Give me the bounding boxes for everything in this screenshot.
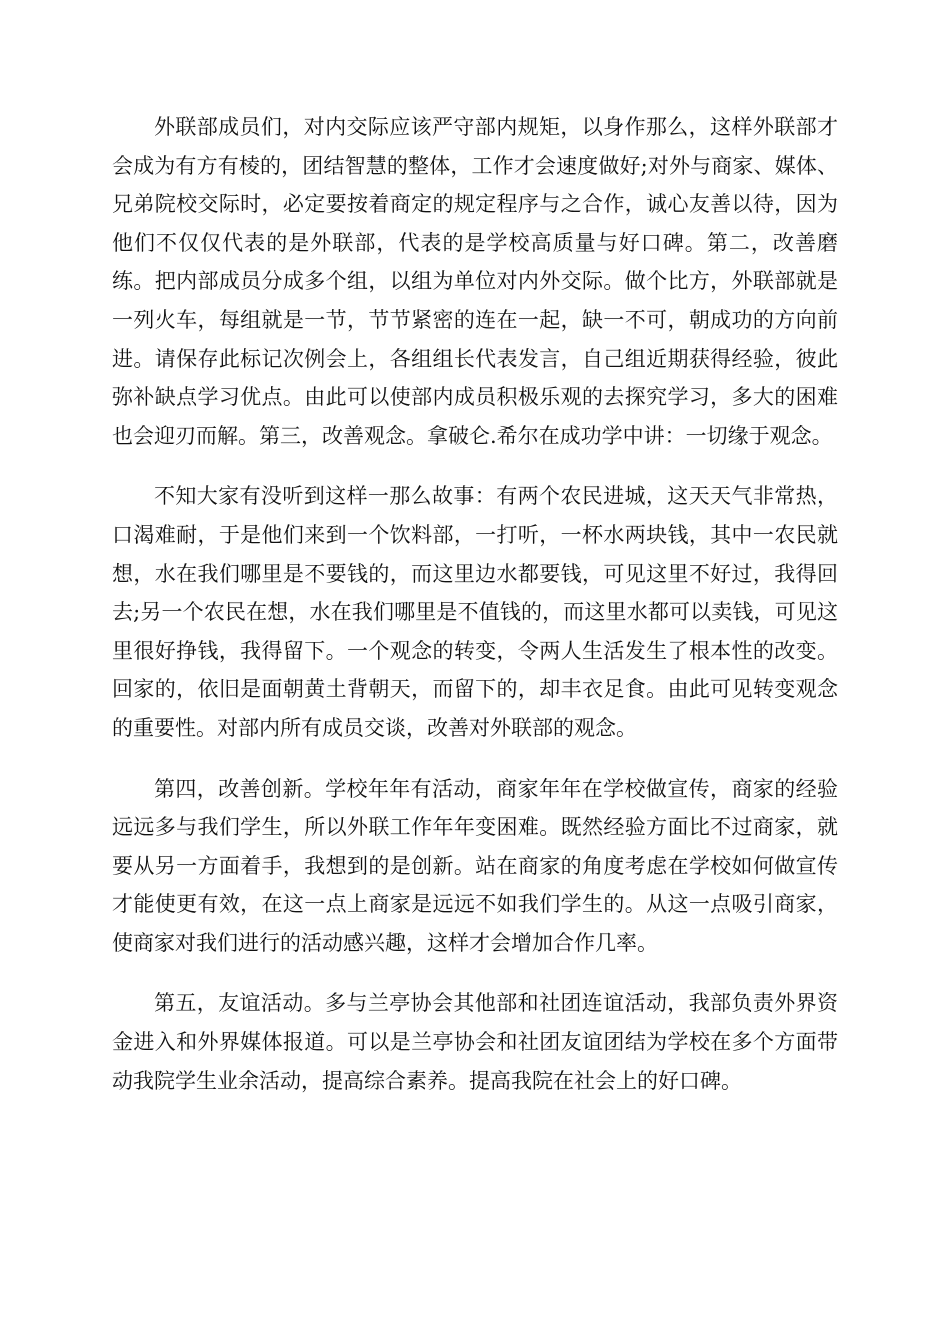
paragraph-3: 第四，改善创新。学校年年有活动，商家年年在学校做宣传，商家的经验远远多与我们学生，所以外联工作年年变困难。既然经验方面比不过商家，就要从另一方面着手，我想到的是创新。站在商家的角度考虑在学校如何做宣传才能使更有效，在这一点上商家是远远不如我们学生的。从这一点吸引商家，使商家对我们进行的活动感兴趣，这样才会增加合作几率。 [112,776,838,955]
paragraph-1: 外联部成员们，对内交际应该严守部内规矩，以身作那么，这样外联部才会成为有方有棱的，团结智慧的整体，工作才会速度做好;对外与商家、媒体、兄弟院校交际时，必定要按着商定的规定程序与之合作，诚心友善以待，因为他们不仅仅代表的是外联部，代表的是学校高质量与好口碑。第二，改善磨练。把内部成员分成多个组，以组为单位对内外交际。做个比方，外联部就是一列火车，每组就是一节，节节紧密的连在一起，缺一不可，朝成功的方向前进。请保存此标记次例会上，各组组长代表发言，自己组近期获得经验，彼此弥补缺点学习优点。由此可以使部内成员积极乐观的去探究学习，多大的困难也会迎刃而解。第三，改善观念。拿破仑.希尔在成功学中讲：一切缘于观念。 [112,115,838,448]
document-body [112,108,838,1122]
paragraph-2: 不知大家有没听到这样一那么故事：有两个农民进城，这天天气非常热，口渴难耐，于是他们来到一个饮料部，一打听，一杯水两块钱，其中一农民就想，水在我们哪里是不要钱的，而这里边水都要钱，可见这里不好过，我得回去;另一个农民在想，水在我们哪里是不值钱的，而这里水都可以卖钱，可见这里很好挣钱，我得留下。一个观念的转变，令两人生活发生了根本性的改变。回家的，依旧是面朝黄土背朝天，而留下的，却丰衣足食。由此可见转变观念的重要性。对部内所有成员交谈，改善对外联部的观念。 [112,484,838,740]
paragraph-4: 第五，友谊活动。多与兰亭协会其他部和社团连谊活动，我部负责外界资金进入和外界媒体报道。可以是兰亭协会和社团友谊团结为学校在多个方面带动我院学生业余活动，提高综合素养。提高我院在社会上的好口碑。 [112,991,838,1093]
